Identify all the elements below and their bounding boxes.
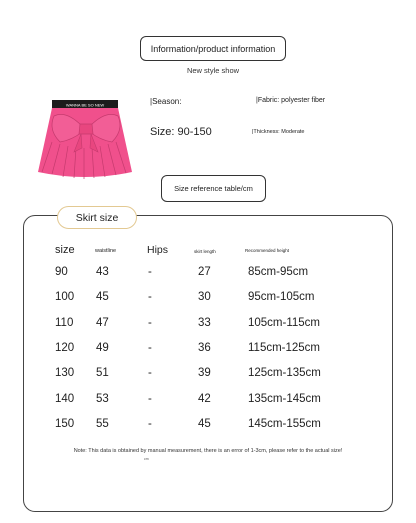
info-title: Information/product information [150,43,276,54]
skirt-size-tab-label: Skirt size [75,211,119,224]
row-height: 135cm-145cm [248,392,321,405]
row-hips: - [148,316,152,329]
size-reference-label: Size reference table/cm [174,184,253,193]
thickness-label: |Thickness: Moderate [252,129,305,135]
row-skirt-length: 33 [198,316,211,329]
row-waistline: 53 [96,392,109,405]
row-waistline: 45 [96,291,109,304]
bow-knot [79,124,93,134]
row-size: 120 [55,341,75,354]
row-hips: - [148,392,152,405]
size-range: Size: 90-150 [150,126,212,138]
row-hips: - [148,341,152,354]
info-title-box [140,36,286,61]
header-hips: Hips [147,244,169,256]
row-size: 140 [55,392,75,405]
row-height: 85cm-95cm [248,266,309,278]
row-hips: - [148,417,152,430]
header-recommended-height: Recommended height [245,248,290,253]
row-skirt-length: 36 [198,341,211,354]
header-skirt-length: skirt length [194,249,216,254]
row-waistline: 49 [96,341,109,354]
row-height: 115cm-125cm [248,341,321,354]
header-size: size [55,244,75,256]
skirt-illustration [30,86,138,184]
note-unit: cm [144,457,149,461]
row-hips: - [148,291,152,304]
size-table [23,215,393,512]
row-skirt-length: 45 [198,417,211,430]
row-skirt-length: 39 [198,367,211,380]
subtitle: New style show [186,66,240,75]
header-waistline: waistline [95,248,117,254]
measurement-note: Note: This data is obtained by manual measurement, there is an error of 1-3cm, please refer to the actual size! [73,448,343,454]
row-waistline: 47 [96,316,109,329]
product-image [30,86,138,184]
row-size: 130 [55,367,75,380]
skirt-size-tab [57,206,137,229]
row-hips: - [148,266,152,278]
season-label: |Season: [150,97,182,106]
row-skirt-length: 27 [198,266,211,278]
row-waistline: 51 [96,367,109,380]
size-reference-box [161,175,266,202]
row-skirt-length: 30 [198,291,211,304]
waistband-text: WANNA BE SO NEW [65,102,105,108]
row-height: 125cm-135cm [248,367,321,380]
row-size: 110 [55,316,74,329]
row-height: 105cm-115cm [248,316,321,329]
row-skirt-length: 42 [198,392,211,405]
row-size: 150 [55,417,75,430]
row-hips: - [148,367,152,380]
row-size: 90 [55,266,68,278]
row-waistline: 55 [96,417,109,430]
row-waistline: 43 [96,266,109,278]
row-height: 145cm-155cm [248,417,321,430]
fabric-label: |Fabric: polyester fiber [256,97,326,104]
row-height: 95cm-105cm [248,291,315,304]
row-size: 100 [55,291,75,304]
